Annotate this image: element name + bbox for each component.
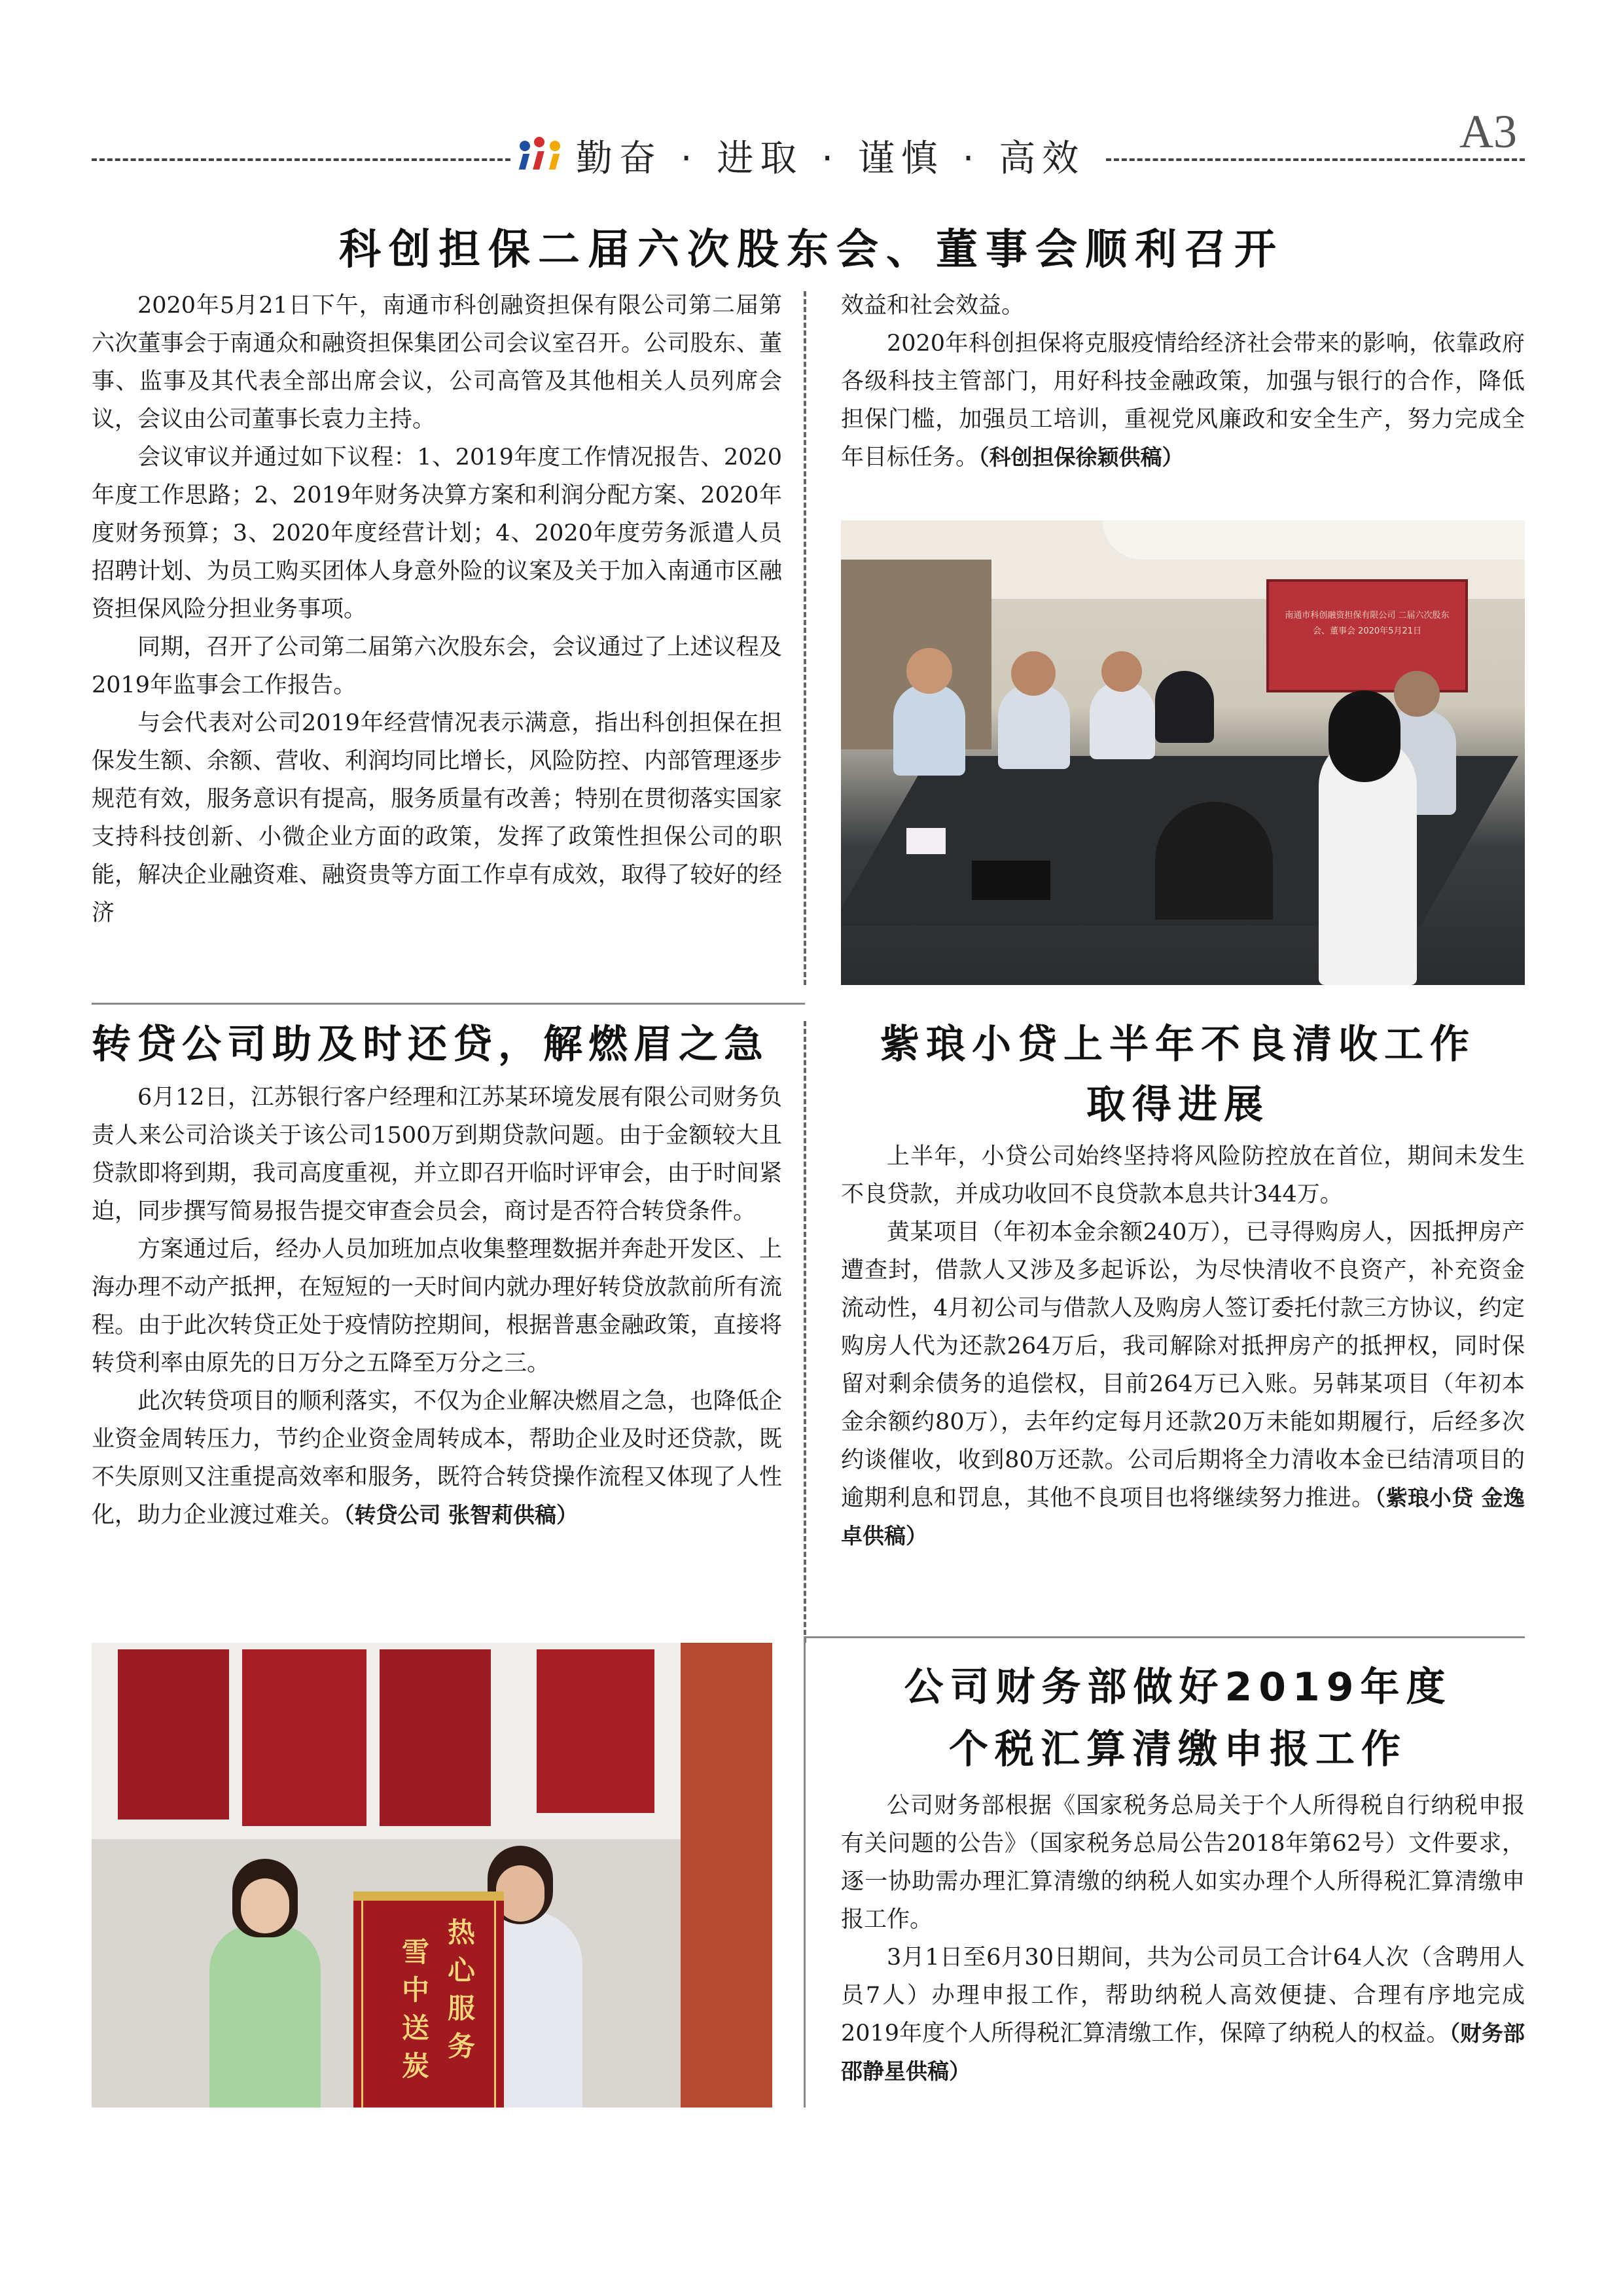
column-divider (804, 1636, 806, 2108)
header (0, 0, 1623, 190)
projector-screen (1266, 579, 1468, 692)
banner-line: 雪中送炭 (402, 1936, 430, 2082)
article2-title: 转贷公司助及时还贷，解燃眉之急 (92, 1022, 769, 1067)
article1-title: 科创担保二届六次股东会、董事会顺利召开 (339, 226, 1284, 274)
article4-column (841, 1787, 1525, 2090)
article3-title-line1: 紫琅小贷上半年不良清收工作 (880, 1022, 1476, 1067)
article4-paragraph: 公司财务部根据《国家税务总局关于个人所得税自行纳税申报有关问题的公告》（国家税务总局公告2018年第62号）文件要求，逐一协助需办理汇算清缴的纳税人如实办理个人所得税汇算清缴申报工作。 (841, 1793, 1525, 1933)
article1-paragraph: 与会代表对公司2019年经营情况表示满意，指出科创担保在担保发生额、余额、营收、利润均同比增长，风险防控、内部管理逐步规范有效，服务意识有提高，服务质量有改善；特别在贯彻落实国家支持科技创新、小微企业方面的政策，发挥了政策性担保公司的职能，解决企业融资难、融资贵等方面工作卓有成效，取得了较好的经济 (92, 710, 782, 926)
screen-text: 南通市科创融资担保有限公司 二届六次股东会、董事会 2020年5月21日 (1285, 611, 1450, 636)
article1-right-column (841, 287, 1525, 476)
article2-paragraph: 6月12日，江苏银行客户经理和江苏某环境发展有限公司财务负责人来公司洽谈关于该公司1500万到期贷款问题。由于金额较大且贷款即将到期，我司高度重视，并立即召开临时评审会，由于时间紧迫，同步撰写简易报告提交审查会员会，商讨是否符合转贷条件。 (92, 1085, 782, 1225)
article2-paragraph: 此次转贷项目的顺利落实，不仅为企业解决燃眉之急，也降低企业资金周转压力，节约企业资金周转成本，帮助企业及时还贷款，既不失原则又注重提高效率和服务，既符合转贷操作流程又体现了人性化，助力企业渡过难关。（转贷公司 张智莉供稿） (92, 1388, 782, 1528)
column-divider (804, 291, 806, 985)
section-rule (805, 1636, 1525, 1638)
article4-title-line2: 个税汇算清缴申报工作 (949, 1727, 1407, 1772)
article2-column (92, 1079, 782, 1534)
article4-paragraph: 3月1日至6月30日期间，共为公司员工合计64人次（含聘用人员7人）办理申报工作，帮助纳税人高效便捷、合理有序地完成2019年度个人所得税汇算清缴工作，保障了纳税人的权益。（财务部 邵静星供稿） (841, 1945, 1525, 2084)
article1-paragraph: 同期，召开了公司第二届第六次股东会，会议通过了上述议程及2019年监事会工作报告。 (92, 634, 782, 698)
section-rule (92, 1003, 805, 1005)
article3-paragraph: 上半年，小贷公司始终坚持将风险防控放在首位，期间未发生不良贷款，并成功收回不良贷款本息共计344万。 (841, 1143, 1525, 1208)
article1-paragraph: 2020年5月21日下午，南通市科创融资担保有限公司第二届第六次董事会于南通众和融资担保集团公司会议室召开。公司股东、董事、监事及其代表全部出席会议，公司高管及其他相关人员列席会议，会议由公司董事长袁力主持。 (92, 293, 782, 433)
banner-photo (92, 1643, 772, 2108)
article1-paragraph: 2020年科创担保将克服疫情给经济社会带来的影响，依靠政府各级科技主管部门，用好科技金融政策，加强与银行的合作，降低担保门槛，加强员工培训，重视党风廉政和安全生产，努力完成全年目标任务。（科创担保徐颖供稿） (841, 331, 1525, 471)
article3-paragraph: 黄某项目（年初本金余额240万），已寻得购房人，因抵押房产遭查封，借款人又涉及多起诉讼，为尽快清收不良资产，补充资金流动性，4月初公司与借款人及购房人签订委托付款三方协议，约定购房人代为还款264万后，我司解除对抵押房产的抵押权，同时保留对剩余债务的追偿权，目前264万已入账。另韩某项目（年初本金余额约80万），去年约定每月还款20万未能如期履行，后经多次约谈催收，收到80万还款。公司后期将全力清收本金已结清项目的逾期利息和罚息，其他不良项目也将继续努力推进。（紫琅小贷 金逸卓供稿） (841, 1219, 1525, 1549)
article2-paragraph: 方案通过后，经办人员加班加点收集整理数据并奔赴开发区、上海办理不动产抵押，在短短的一天时间内就办理好转贷放款前所有流程。由于此次转贷正处于疫情防控期间，根据普惠金融政策，直接将转贷利率由原先的日万分之五降至万分之三。 (92, 1236, 782, 1376)
banner-line: 热心服务 (448, 1916, 476, 2062)
article4-title-line1: 公司财务部做好2019年度 (904, 1664, 1452, 1710)
header-rule-left (92, 158, 510, 161)
header-slogan: 勤奋 · 进取 · 谨慎 · 高效 (576, 137, 1086, 180)
article1-continuation: 效益和社会效益。 (841, 293, 1025, 319)
silk-banner (353, 1892, 504, 2108)
meeting-photo (841, 520, 1525, 985)
column-divider (804, 1021, 806, 1643)
article4-source: （财务部 邵静星供稿） (841, 2020, 1525, 2084)
article3-source: （紫琅小贷 金逸卓供稿） (841, 1485, 1525, 1549)
article1-source: （科创担保徐颖供稿） (978, 444, 1184, 470)
article3-column (841, 1138, 1525, 1555)
logo-icon (517, 134, 569, 173)
page-number: A3 (1459, 105, 1517, 158)
article1-paragraph: 会议审议并通过如下议程：1、2019年度工作情况报告、2020年度工作思路；2、2019年财务决算方案和利润分配方案、2020年度财务预算；3、2020年度经营计划；4、2020年度劳务派遣人员招聘计划、为员工购买团体人身意外险的议案及关于加入南通市区融资担保风险分担业务事项。 (92, 444, 782, 622)
article2-source: （转贷公司 张智莉供稿） (344, 1502, 579, 1528)
article3-title-line2: 取得进展 (1086, 1082, 1270, 1128)
article1-left-column (92, 287, 782, 932)
